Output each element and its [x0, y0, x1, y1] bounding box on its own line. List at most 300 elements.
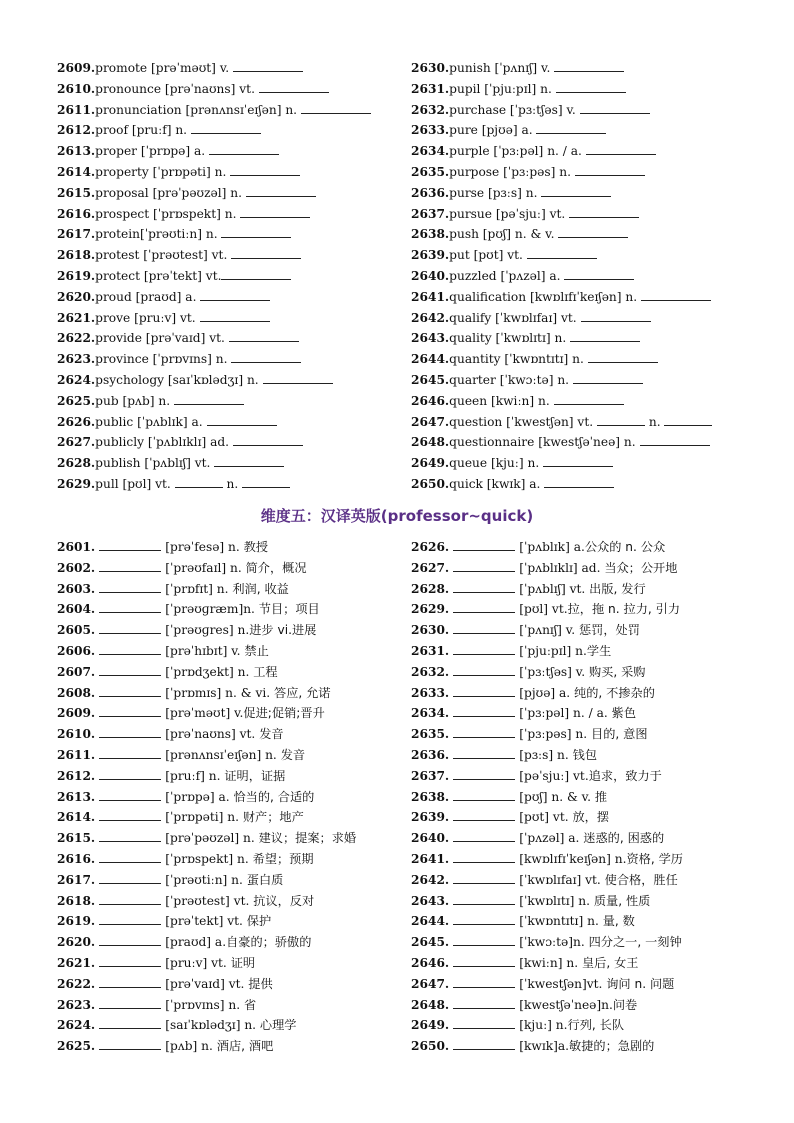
entry-meaning: 简介，概况: [245, 560, 307, 575]
section-title: 维度五：汉译英版(professor~quick): [260, 507, 534, 525]
word-entry: [411, 143, 656, 158]
word-entry: [411, 581, 646, 596]
entry-number: 2639.: [411, 248, 450, 263]
answer-blank[interactable]: [242, 476, 290, 488]
entry-phonetic: [ˈpʌblɪklɪ] ad.: [515, 560, 605, 575]
word-entry: [411, 789, 607, 804]
answer-blank[interactable]: [580, 102, 650, 114]
answer-blank[interactable]: [99, 726, 161, 738]
word-entry: [57, 476, 290, 491]
answer-blank[interactable]: [99, 893, 161, 905]
answer-blank[interactable]: [453, 601, 515, 613]
entry-number: 2646.: [411, 393, 450, 408]
word-entry: [57, 1017, 296, 1032]
entry-number: 2610.: [57, 727, 100, 742]
word-entry: [411, 414, 712, 429]
word-entry: [57, 539, 268, 554]
entry-word: public [ˈpʌblɪk] a.: [95, 414, 207, 429]
entry-phonetic: [ˈpʌnɪʃ] v.: [515, 623, 579, 638]
answer-blank[interactable]: [453, 622, 515, 634]
entry-meaning: 当众；公开地: [604, 560, 678, 575]
answer-blank[interactable]: [99, 1038, 161, 1050]
entry-meaning: 提供: [248, 976, 273, 991]
entry-meaning: 答应, 允诺: [274, 685, 331, 700]
word-entry: [411, 726, 648, 741]
entry-number: 2647.: [411, 976, 454, 991]
answer-blank[interactable]: [200, 310, 270, 322]
word-entry: [411, 247, 597, 262]
entry-word: pub [pʌb] n.: [95, 393, 174, 408]
entry-phonetic: [ˈpjuːpɪl] n.: [515, 644, 587, 658]
entry-number: 2647.: [411, 414, 450, 429]
entry-number: 2626.: [411, 540, 454, 554]
entry-number: 2642.: [411, 310, 450, 325]
entry-meaning: 禁止: [244, 644, 269, 658]
answer-blank[interactable]: [453, 809, 515, 821]
answer-blank[interactable]: [99, 809, 161, 821]
answer-blank[interactable]: [99, 622, 161, 634]
word-entry: [57, 226, 291, 241]
word-entry: [411, 664, 646, 679]
entry-meaning: 工程: [253, 664, 278, 679]
answer-blank[interactable]: [564, 268, 634, 280]
answer-blank[interactable]: [453, 789, 515, 801]
entry-word: puzzled [ˈpʌzəl] a.: [449, 269, 565, 283]
entry-number: 2649.: [411, 1018, 454, 1033]
entry-phonetic: [ˈprɒmɪs] n. & vi.: [161, 685, 275, 700]
entry-phonetic: [kwɒlɪfɪˈkeɪʃən] n.: [515, 852, 627, 866]
answer-blank[interactable]: [453, 747, 515, 759]
word-entry: [411, 997, 637, 1012]
entry-word: pure [pjʊə] a.: [449, 123, 537, 138]
word-entry: [57, 955, 255, 970]
entry-meaning: 公众的 n. 公众: [584, 540, 666, 554]
word-entry: [411, 934, 682, 949]
answer-blank[interactable]: [453, 705, 515, 717]
answer-blank[interactable]: [453, 997, 515, 1009]
entry-phonetic: [kjuː] n.: [515, 1018, 568, 1033]
answer-blank[interactable]: [99, 976, 161, 988]
word-entry: [411, 122, 606, 137]
entry-number: 2609.: [57, 706, 100, 721]
word-entry: [57, 351, 301, 366]
entry-number: 2633.: [411, 685, 454, 700]
entry-meaning: 证明，证据: [224, 768, 286, 783]
word-entry: [411, 809, 609, 824]
answer-blank[interactable]: [214, 455, 284, 467]
entry-meaning: 量, 数: [602, 914, 635, 929]
entry-word: qualification [kwɒlɪfɪˈkeɪʃən] n.: [449, 289, 641, 304]
entry-number: 2620.: [57, 935, 100, 950]
entry-phonetic: [pʊt] vt.: [515, 810, 573, 825]
answer-blank[interactable]: [99, 643, 161, 655]
entry-number: 2634.: [411, 144, 450, 159]
word-entry: [411, 206, 639, 221]
answer-blank[interactable]: [541, 185, 611, 197]
entry-meaning: 四分之一, 一刻钟: [588, 935, 682, 950]
answer-blank[interactable]: [453, 976, 515, 988]
answer-blank[interactable]: [453, 581, 515, 593]
entry-word: purple [ˈpɜːpəl] n. / a.: [449, 144, 586, 159]
word-entry: [411, 539, 665, 554]
answer-blank[interactable]: [453, 685, 515, 697]
answer-blank[interactable]: [221, 268, 291, 280]
entry-number: 2630.: [411, 61, 450, 75]
answer-blank[interactable]: [191, 122, 261, 134]
word-entry: [411, 102, 650, 117]
entry-meaning: 购买, 采购: [589, 664, 646, 679]
entry-phonetic: [prənʌnsɪˈeɪʃən] n.: [161, 748, 281, 762]
word-entry: [57, 976, 273, 991]
answer-blank[interactable]: [99, 560, 161, 572]
word-entry: [411, 81, 626, 96]
entry-word: promote [prəˈməʊt] v.: [95, 61, 233, 75]
word-entry: [411, 164, 645, 179]
answer-blank[interactable]: [99, 768, 161, 780]
entry-meaning: 发音: [280, 748, 306, 762]
entry-number: 2641.: [411, 289, 450, 304]
entry-word: publish [ˈpʌblɪʃ] vt.: [95, 456, 215, 471]
word-entry: [57, 934, 311, 949]
entry-number: 2619.: [57, 914, 100, 929]
answer-blank[interactable]: [233, 434, 303, 446]
answer-blank[interactable]: [453, 560, 515, 572]
word-entry: [57, 643, 269, 658]
entry-number: 2628.: [57, 456, 96, 471]
answer-blank[interactable]: [558, 226, 628, 238]
entry-phonetic: [ˈprəʊtest] vt.: [161, 893, 254, 908]
entry-meaning: 利润, 收益: [232, 581, 289, 596]
entry-phonetic: [ˈpʌzəl] a.: [515, 831, 584, 846]
entry-word: put [pʊt] vt.: [449, 248, 527, 263]
entry-number: 2625.: [57, 1039, 100, 1054]
entry-meaning: 学生: [586, 644, 612, 658]
entry-number: 2632.: [411, 102, 450, 117]
entry-meaning: 心理学: [259, 1018, 297, 1033]
entry-number: 2633.: [411, 123, 450, 138]
answer-blank[interactable]: [586, 143, 656, 155]
answer-blank[interactable]: [230, 164, 300, 176]
word-entry: [57, 164, 300, 179]
answer-blank[interactable]: [453, 539, 515, 551]
answer-blank[interactable]: [99, 601, 161, 613]
entry-word: questionnaire [kwestʃəˈneə] n.: [449, 435, 640, 450]
answer-blank[interactable]: [453, 1017, 515, 1029]
entry-word: pull [pʊl] vt.: [95, 477, 175, 491]
answer-blank[interactable]: [99, 997, 161, 1009]
entry-meaning: 目的, 意图: [591, 727, 648, 742]
entry-number: 2629.: [411, 602, 454, 617]
entry-number: 2645.: [411, 373, 450, 387]
entry-meaning: 惩罚，处罚: [578, 623, 640, 638]
entry-phonetic: [pʊʃ] n. & v.: [515, 789, 595, 804]
word-entry: [57, 830, 356, 845]
word-entry: [411, 1038, 654, 1053]
word-entry: [411, 393, 624, 408]
answer-blank[interactable]: [453, 851, 515, 863]
entry-phonetic: [praʊd] a.: [161, 935, 227, 950]
entry-phonetic: [prəˈnaʊns] vt.: [161, 727, 260, 742]
answer-blank[interactable]: [527, 247, 597, 259]
entry-number: 2619.: [57, 269, 96, 283]
answer-blank[interactable]: [453, 830, 515, 842]
entry-meaning: 使合格，胜任: [604, 872, 678, 887]
entry-phonetic: [ˈkwɒlɪtɪ] n.: [515, 893, 594, 908]
word-entry: [411, 560, 677, 575]
entry-meaning: 蛋白质: [246, 872, 284, 887]
entry-word: quarter [ˈkwɔːtə] n.: [449, 373, 573, 387]
answer-blank[interactable]: [99, 830, 161, 842]
word-entry: [411, 955, 638, 970]
word-entry: [57, 601, 320, 616]
answer-blank[interactable]: [99, 685, 161, 697]
answer-blank[interactable]: [240, 206, 310, 218]
word-entry: [411, 643, 611, 658]
entry-number: 2614.: [57, 810, 100, 825]
entry-meaning: 询问 n. 问题: [606, 976, 675, 991]
entry-word: prospect [ˈprɒspekt] n.: [95, 206, 241, 221]
entry-word: property [ˈprɒpəti] n.: [95, 165, 231, 179]
entry-number: 2649.: [411, 456, 450, 471]
entry-phonetic: [ˈkwestʃən]vt.: [515, 976, 607, 991]
entry-number: 2627.: [411, 560, 454, 575]
entry-number: 2622.: [57, 331, 96, 346]
answer-blank[interactable]: [209, 143, 279, 155]
entry-number: 2621.: [57, 956, 100, 970]
entry-phonetic: [ˈprɒpə] a.: [161, 789, 234, 804]
answer-blank[interactable]: [221, 226, 291, 238]
word-entry: [57, 143, 279, 158]
entry-phonetic: [prəˈhɪbɪt] v.: [161, 644, 245, 658]
entry-number: 2630.: [411, 623, 454, 638]
answer-blank[interactable]: [453, 1038, 515, 1050]
answer-blank[interactable]: [554, 60, 624, 72]
entry-meaning: 资格, 学历: [626, 852, 683, 866]
answer-blank[interactable]: [536, 122, 606, 134]
entry-meaning: 促进;促销;晋升: [243, 706, 325, 721]
entry-phonetic: [ˈprəʊɡres] n.: [161, 623, 250, 638]
entry-meaning: 钱包: [572, 748, 598, 762]
answer-blank[interactable]: [231, 247, 301, 259]
entry-phonetic: [kwɪk]a.: [515, 1039, 570, 1054]
entry-number: 2625.: [57, 393, 96, 408]
word-entry: [411, 268, 634, 283]
answer-blank[interactable]: [200, 289, 270, 301]
word-entry: [57, 789, 314, 804]
answer-blank[interactable]: [99, 934, 161, 946]
entry-phonetic: [prəˈtekt] vt.: [161, 914, 247, 929]
entry-number: 2648.: [411, 435, 450, 450]
entry-word: proof [pruːf] n.: [95, 123, 191, 138]
entry-word: purchase [ˈpɜːtʃəs] v.: [449, 102, 580, 117]
entry-word: provide [prəˈvaɪd] vt.: [95, 331, 229, 346]
entry-number: 2636.: [411, 185, 450, 200]
word-entry: [411, 872, 678, 887]
entry-phonetic: [pruːf] n.: [161, 768, 225, 783]
word-entry: [57, 913, 271, 928]
word-entry: [57, 122, 261, 137]
entry-meaning: 进步 vi.进展: [249, 623, 317, 638]
entry-phonetic: [ˈkwɔːtə]n.: [515, 935, 589, 950]
answer-blank[interactable]: [554, 393, 624, 405]
answer-blank[interactable]: [453, 664, 515, 676]
word-entry: [57, 393, 244, 408]
entry-number: 2615.: [57, 185, 96, 200]
word-entry: [57, 330, 299, 345]
answer-blank[interactable]: [246, 185, 316, 197]
entry-word: push [pʊʃ] n. & v.: [449, 227, 559, 242]
answer-blank[interactable]: [570, 330, 640, 342]
entry-word: pupil [ˈpjuːpɪl] n.: [449, 81, 556, 96]
entry-word: pursue [pəˈsjuː] vt.: [449, 206, 570, 221]
answer-blank[interactable]: [588, 351, 658, 363]
answer-blank[interactable]: [575, 164, 645, 176]
entry-phonetic: [prəˈfesə] n.: [161, 540, 244, 554]
answer-blank[interactable]: [233, 60, 303, 72]
answer-blank[interactable]: [231, 351, 301, 363]
entry-number: 2603.: [57, 581, 100, 596]
answer-blank[interactable]: [207, 414, 277, 426]
entry-meaning: 质量, 性质: [593, 893, 651, 908]
entry-number: 2605.: [57, 623, 100, 638]
entry-word: proud [praʊd] a.: [95, 289, 201, 304]
answer-blank[interactable]: [99, 872, 161, 884]
entry-number: 2628.: [411, 581, 454, 596]
word-entry: [57, 206, 310, 221]
entry-phonetic: [kwestʃəˈneə]n.: [515, 997, 613, 1012]
word-entry: [411, 705, 636, 720]
word-entry: [57, 747, 305, 762]
answer-blank[interactable]: [99, 789, 161, 801]
answer-blank[interactable]: [543, 455, 613, 467]
entry-number: 2650.: [411, 477, 450, 491]
answer-blank[interactable]: [640, 434, 710, 446]
answer-blank[interactable]: [263, 372, 333, 384]
word-entry: [411, 185, 611, 200]
answer-blank[interactable]: [99, 705, 161, 717]
answer-blank[interactable]: [174, 393, 244, 405]
answer-blank[interactable]: [556, 81, 626, 93]
entry-number: 2620.: [57, 289, 96, 304]
entry-phonetic: [ˈprɒdʒekt] n.: [161, 664, 254, 679]
entry-number: 2608.: [57, 685, 100, 700]
answer-blank[interactable]: [99, 851, 161, 863]
word-entry: [411, 601, 680, 616]
entry-number: 2604.: [57, 602, 100, 617]
entry-meaning: 抗议，反对: [253, 893, 315, 908]
answer-blank[interactable]: [544, 476, 614, 488]
answer-blank[interactable]: [569, 206, 639, 218]
entry-number: 2635.: [411, 165, 450, 179]
answer-blank[interactable]: [597, 414, 645, 426]
entry-phonetic: [pruːv] vt.: [161, 956, 231, 970]
entry-word: protect [prəˈtekt] vt.: [95, 269, 222, 283]
entry-number: 2611.: [57, 748, 100, 762]
entry-meaning: 出版, 发行: [589, 581, 646, 596]
answer-blank[interactable]: [641, 289, 711, 301]
answer-blank[interactable]: [175, 476, 223, 488]
entry-meaning: 自豪的；骄傲的: [226, 935, 312, 950]
answer-blank[interactable]: [99, 581, 161, 593]
answer-blank[interactable]: [453, 893, 515, 905]
entry-word: quantity [ˈkwɒntɪtɪ] n.: [449, 352, 588, 367]
entry-number: 2612.: [57, 768, 100, 783]
entry-number: 2617.: [57, 227, 96, 242]
entry-meaning: 紫色: [611, 706, 637, 721]
answer-blank[interactable]: [664, 414, 712, 426]
entry-number: 2621.: [57, 310, 96, 325]
answer-blank[interactable]: [99, 913, 161, 925]
answer-blank[interactable]: [453, 643, 515, 655]
entry-number: 2634.: [411, 706, 454, 721]
entry-phonetic: [prəˈməʊt] v.: [161, 706, 244, 721]
entry-word: purse [pɜːs] n.: [449, 185, 542, 200]
answer-blank[interactable]: [99, 1017, 161, 1029]
answer-blank[interactable]: [259, 81, 329, 93]
entry-number: 2613.: [57, 144, 96, 159]
entry-number: 2616.: [57, 852, 100, 866]
answer-blank[interactable]: [99, 955, 161, 967]
answer-blank[interactable]: [581, 310, 651, 322]
word-entry: [57, 434, 303, 449]
entry-number: 2617.: [57, 872, 100, 887]
answer-blank[interactable]: [573, 372, 643, 384]
entry-meaning: 皇后, 女王: [581, 956, 639, 970]
entry-number: 2615.: [57, 831, 100, 846]
word-entry: [411, 476, 614, 491]
entry-phonetic: [ˈpʌblɪk] a.: [515, 540, 585, 554]
answer-blank[interactable]: [453, 934, 515, 946]
answer-blank[interactable]: [453, 955, 515, 967]
entry-meaning: 敏捷的；急剧的: [569, 1039, 655, 1054]
word-entry: [57, 581, 289, 596]
entry-number: 2644.: [411, 352, 450, 367]
entry-word: punish [ˈpʌnɪʃ] v.: [449, 61, 555, 75]
answer-blank[interactable]: [453, 768, 515, 780]
entry-phonetic: [ˈprəʊfaɪl] n.: [161, 560, 246, 575]
entry-phonetic: [ˈkwɒlɪfaɪ] vt.: [515, 872, 605, 887]
entry-number: 2645.: [411, 935, 454, 950]
answer-blank[interactable]: [453, 872, 515, 884]
word-entry: [57, 60, 303, 75]
entry-number: 2639.: [411, 810, 454, 825]
entry-meaning: 追求，致力于: [588, 768, 662, 783]
word-entry: [57, 268, 291, 283]
word-entry: [411, 455, 613, 470]
entry-phonetic: [kwiːn] n.: [515, 956, 582, 970]
word-entry: [411, 685, 655, 700]
word-entry: [411, 830, 664, 845]
answer-blank[interactable]: [453, 913, 515, 925]
word-entry: [57, 726, 284, 741]
answer-blank[interactable]: [301, 102, 371, 114]
word-entry: [57, 997, 256, 1012]
entry-word: psychology [saɪˈkɒlədʒɪ] n.: [95, 373, 263, 387]
entry-word: queue [kjuː] n.: [449, 456, 544, 471]
word-entry: [57, 289, 270, 304]
answer-blank[interactable]: [453, 726, 515, 738]
answer-blank[interactable]: [99, 664, 161, 676]
entry-word: qualify [ˈkwɒlɪfaɪ] vt.: [449, 310, 581, 325]
answer-blank[interactable]: [229, 330, 299, 342]
answer-blank[interactable]: [99, 539, 161, 551]
entry-phonetic: [prəˈvaɪd] vt.: [161, 976, 249, 991]
entry-number: 2631.: [411, 644, 454, 658]
word-entry: [57, 768, 285, 783]
word-entry: [411, 351, 658, 366]
answer-blank[interactable]: [99, 747, 161, 759]
entry-phonetic: [prəˈpəʊzəl] n.: [161, 831, 259, 846]
